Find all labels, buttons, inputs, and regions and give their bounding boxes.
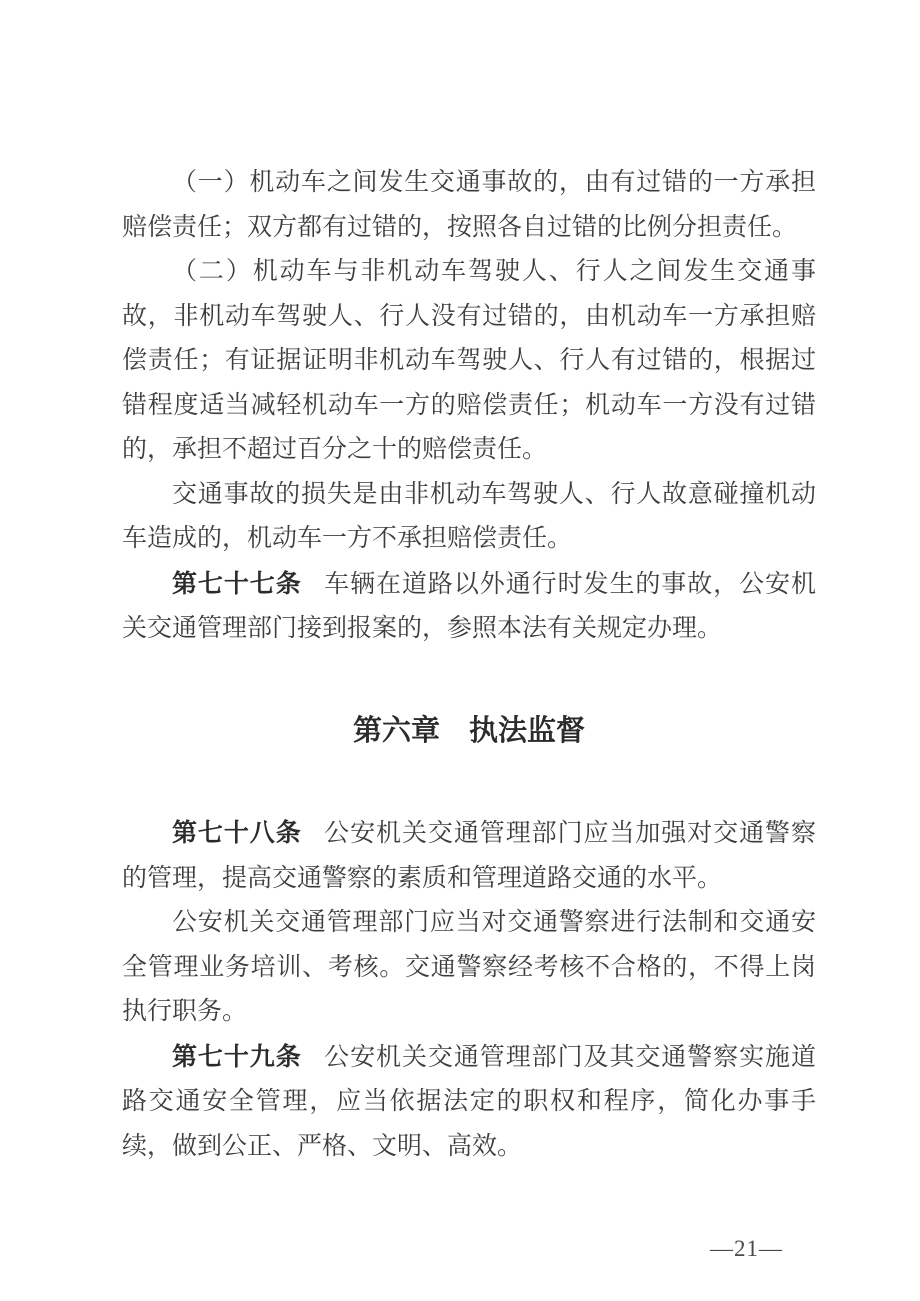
paragraph-text: 公安机关交通管理部门及其交通警察实施道路交通安全管理，应当依据法定的职权和程序，简化办事手续，做到公正、严格、文明、高效。 xyxy=(122,1043,816,1160)
paragraph-article-78 xyxy=(122,811,816,901)
chapter-heading: 第六章 执法监督 xyxy=(352,714,585,747)
document-body xyxy=(122,161,816,1169)
paragraph-text: 车辆在道路以外通行时发生的事故，公安机关交通管理部门接到报案的，参照本法有关规定办理。 xyxy=(122,570,816,642)
page-number: —21— xyxy=(710,1236,783,1261)
paragraph-article-79 xyxy=(122,1035,816,1170)
paragraph-text: 公安机关交通管理部门应当加强对交通警察的管理，提高交通警察的素质和管理道路交通的水平。 xyxy=(122,820,816,892)
paragraph-article-77 xyxy=(122,562,816,652)
article-number: 第七十八条 xyxy=(172,819,302,847)
paragraph xyxy=(122,901,816,1035)
article-number: 第七十九条 xyxy=(172,1042,302,1071)
paragraph-text: （二）机动车与非机动车驾驶人、行人之间发生交通事故，非机动车驾驶人、行人没有过错的，由机动车一方承担赔偿责任；有证据证明非机动车驾驶人、行人有过错的，根据过错程度适当减轻机动车一方的赔偿责任；机动车一方没有过错的，承担不超过百分之十的赔偿责任。 xyxy=(122,258,816,463)
paragraph xyxy=(122,161,816,250)
paragraph-text: 公安机关交通管理部门应当对交通警察进行法制和交通安全管理业务培训、考核。交通警察经考核不合格的，不得上岗执行职务。 xyxy=(122,909,816,1025)
paragraph xyxy=(122,250,816,473)
paragraph xyxy=(122,473,816,562)
article-number: 第七十七条 xyxy=(172,569,302,598)
paragraph-text: （一）机动车之间发生交通事故的，由有过错的一方承担赔偿责任；双方都有过错的，按照各自过错的比例分担责任。 xyxy=(122,169,816,241)
paragraph-text: 交通事故的损失是由非机动车驾驶人、行人故意碰撞机动车造成的，机动车一方不承担赔偿责任。 xyxy=(122,480,816,552)
